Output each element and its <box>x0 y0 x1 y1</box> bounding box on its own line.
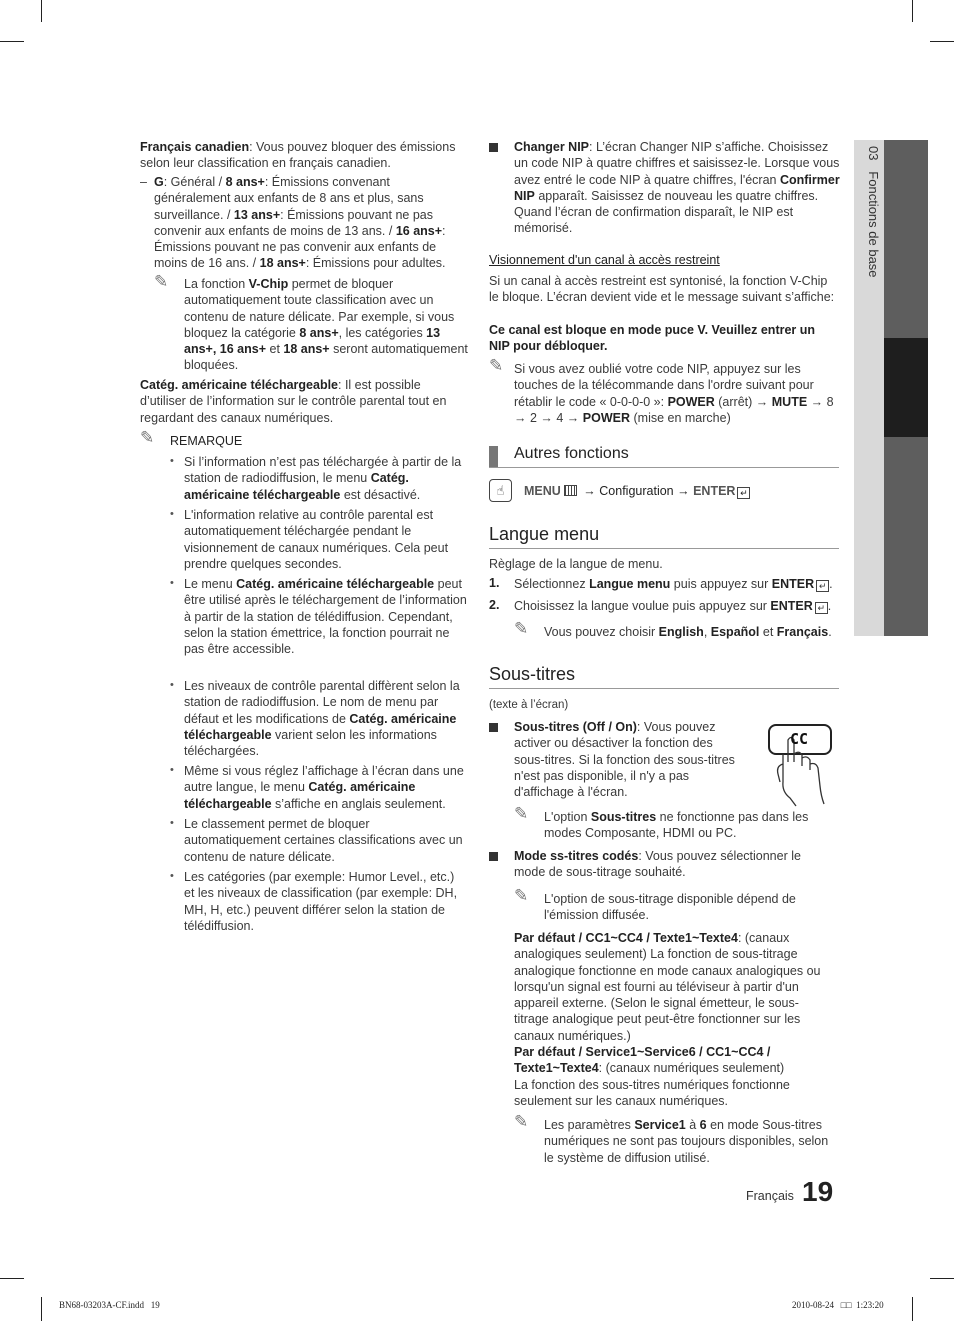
enter-icon: ↵ <box>816 580 829 592</box>
section-rule <box>489 467 839 468</box>
crop-mark <box>0 1278 24 1279</box>
note-pencil-icon: ✎ <box>154 272 169 292</box>
remark-item: Le menu Catég. américaine téléchargeable peut être utilisé après le téléchargement de l’information à partir de la station de télédiffusion. Cependant, selon la station émettrice, la fonction pourrait ne pas être accessible. <box>184 577 467 657</box>
forgot-pin-note: Si vous avez oublié votre code NIP, appuyez sur les touches de la télécommande dans l'ordre suivant pour rétablir le code « 0-0-0-0 »: POWER (arrêt) → MUTE → 8 → 2 → 4 → POWER (mise en marche) <box>514 362 834 425</box>
remark-item: Même si vous réglez l’affichage à l’écran dans une autre langue, le menu Catég. américaine téléchargeable s’affiche en anglais seulement. <box>184 764 464 811</box>
caption-availability-note: L'option de sous-titrage disponible dépend de l'émission diffusée. <box>544 892 796 923</box>
note-pencil-icon: ✎ <box>489 356 504 376</box>
remarque-label: REMARQUE <box>170 434 243 448</box>
subtitle-mode-note: L'option Sous-titres ne fonctionne pas dans les modes Composante, HDMI ou PC. <box>544 810 809 841</box>
crop-mark <box>0 41 24 42</box>
sous-titres-title: Sous-titres <box>489 664 576 684</box>
crop-mark <box>41 1297 42 1321</box>
enter-icon: ↵ <box>737 487 750 499</box>
print-filename: BN68-03203A-CF.indd 19 <box>59 1300 160 1310</box>
bullet: • <box>170 508 174 520</box>
bullet: • <box>170 577 174 589</box>
enter-icon: ↵ <box>815 602 828 614</box>
menu-icon <box>564 485 577 496</box>
dash-marker: – <box>140 175 147 189</box>
square-bullet <box>489 852 498 861</box>
bullet: • <box>170 870 174 882</box>
bullet: • <box>170 679 174 691</box>
sous-titres-intro: (texte à l’écran) <box>489 699 569 711</box>
remark-item: Les catégories (par exemple: Humor Level., etc.) et les niveaux de classification (par exemple: DH, MH, H, etc.) peuvent différer selon la station de télédiffusion. <box>184 870 458 933</box>
side-tab-dark-2 <box>884 437 928 636</box>
change-pin-paragraph: Changer NIP: L’écran Changer NIP s’affiche. Choisissez un code NIP à quatre chiffres et saisissez-le. Lorsque vous avez entré le code NIP à quatre chiffres, l'écran Confirmer NIP apparaît. Saisissez de nouveau les quatre chiffres. Quand l’écran de confirmation disparaît, le NIP est mémorisé. <box>514 140 840 236</box>
remark-item: Le classement permet de bloquer automatiquement certaines classifications avec un contenu de nature délicate. <box>184 817 463 864</box>
rating-list: G: Général / 8 ans+: Émissions convenant généralement aux enfants de 8 ans et plus, sans surveillance. / 13 ans+: Émissions pouvant ne pas convenir aux enfants de moins de 13 ans. / 16 ans+: Émissions pouvant ne pas convenir aux enfants de moins de 16 ans. / 18 ans+: Émissions pour adultes. <box>154 175 446 271</box>
side-tab-dark-1 <box>884 140 928 338</box>
langue-menu-title: Langue menu <box>489 524 600 544</box>
crop-mark <box>930 1278 954 1279</box>
print-timestamp: 2010-08-24 □□ 1:23:20 <box>792 1300 884 1310</box>
note-pencil-icon: ✎ <box>514 1112 529 1132</box>
remark-item: L'information relative au contrôle parental est automatiquement téléchargée pendant le visionnement de canaux numériques. Cela peut prendre quelques secondes. <box>184 508 449 571</box>
analog-caption-default: Par défaut / CC1~CC4 / Texte1~Texte4: (canaux analogiques seulement) La fonction de sous-titrage analogique fonctionne en mode canaux analogiques ou lorsqu'un signal est fourni au téléviseur à partir d'un appareil externe. (Selon le signal émetteur, le sous-titrage analogique peut peut-être fonctionner sur les canaux numériques.) <box>514 931 821 1043</box>
square-bullet <box>489 723 498 732</box>
autres-title: Autres fonctions <box>514 445 629 462</box>
note-pencil-icon: ✎ <box>140 428 155 448</box>
restricted-channel-text: Si un canal à accès restreint est syntonisé, la fonction V-Chip le bloque. L’écran devient vide et le message suivant s’affiche: <box>489 274 835 305</box>
cc-label: CC <box>790 730 809 748</box>
step-number: 1. <box>489 576 500 590</box>
service-param-note: Les paramètres Service1 à 6 en mode Sous-titres numériques ne sont pas toujours disponibles, selon le système de diffusion utilisé. <box>544 1118 829 1165</box>
digital-caption-default: Par défaut / Service1~Service6 / CC1~CC4 / Texte1~Texte4: (canaux numériques seulement) La fonction des sous-titres numériques fonctionne seulement sur les canaux numériques. <box>514 1045 790 1108</box>
restricted-channel-title: Visionnement d'un canal à accès restreint <box>489 253 720 267</box>
remark-item: Si l’information n’est pas téléchargée à partir de la station de radiodiffusion, le menu Catég. américaine téléchargeable est désactivé. <box>184 455 462 502</box>
side-tab-black <box>884 338 928 437</box>
note-pencil-icon: ✎ <box>514 804 529 824</box>
cc-button-illustration <box>766 722 838 808</box>
restricted-channel-message: Ce canal est bloque en mode puce V. Veuillez entrer un NIP pour débloquer. <box>489 323 816 354</box>
step-number: 2. <box>489 598 500 612</box>
crop-mark <box>41 0 42 22</box>
bullet: • <box>170 764 174 776</box>
closed-caption-mode: Mode ss-titres codés: Vous pouvez sélectionner le mode de sous-titrage souhaité. <box>514 849 801 880</box>
side-tab-label: 03 Fonctions de base <box>866 146 881 278</box>
note-pencil-icon: ✎ <box>514 619 529 639</box>
page-number: 19 <box>802 1176 834 1207</box>
crop-mark <box>930 41 954 42</box>
step-2: Choisissez la langue voulue puis appuyez sur ENTER ↵ . <box>514 599 832 613</box>
remark-item: Les niveaux de contrôle parental diffèrent selon la station de radiodiffusion. Le nom de menu par défaut et les modifications de Catég. américaine téléchargeable varient selon les informations téléchargées. <box>184 679 460 759</box>
crop-mark <box>912 0 913 22</box>
note-pencil-icon: ✎ <box>514 886 529 906</box>
step-1: Sélectionnez Langue menu puis appuyez sur ENTER ↵ . <box>514 577 833 591</box>
hand-icon: ☝ <box>489 479 512 502</box>
section-marker <box>489 446 498 467</box>
vchip-note: La fonction V-Chip permet de bloquer automatiquement toute classification avec un contenu de nature délicate. Par exemple, si vous bloquez la catégorie 8 ans+, les catégories 13 ans+, 16 ans+ et 18 ans+ seront automatiquement bloquées. <box>184 277 468 373</box>
square-bullet <box>489 143 498 152</box>
section-rule <box>489 548 839 549</box>
menu-path: MENU → Configuration → ENTER ↵ <box>524 483 750 499</box>
langue-intro: Règlage de la langue de menu. <box>489 557 663 571</box>
bullet: • <box>170 455 174 467</box>
language-choice-note: Vous pouvez choisir English, Español et Français. <box>544 625 832 639</box>
section-rule <box>489 688 839 689</box>
canadian-french-paragraph: Français canadien: Vous pouvez bloquer des émissions selon leur classification en français canadien. <box>140 140 456 171</box>
bullet: • <box>170 817 174 829</box>
subtitle-on-off: Sous-titres (Off / On): Vous pouvez activer ou désactiver la fonction des sous-titres. Si la fonction des sous-titres n'est pas disponible, il n'y a pas d'affichage à l'écran. <box>514 720 735 800</box>
footer-language: Français <box>746 1189 794 1203</box>
crop-mark <box>912 1297 913 1321</box>
us-rating-paragraph: Catég. américaine téléchargeable: Il est possible d’utiliser de l’information sur le contrôle parental tout en regardant des canaux numériques. <box>140 378 447 425</box>
